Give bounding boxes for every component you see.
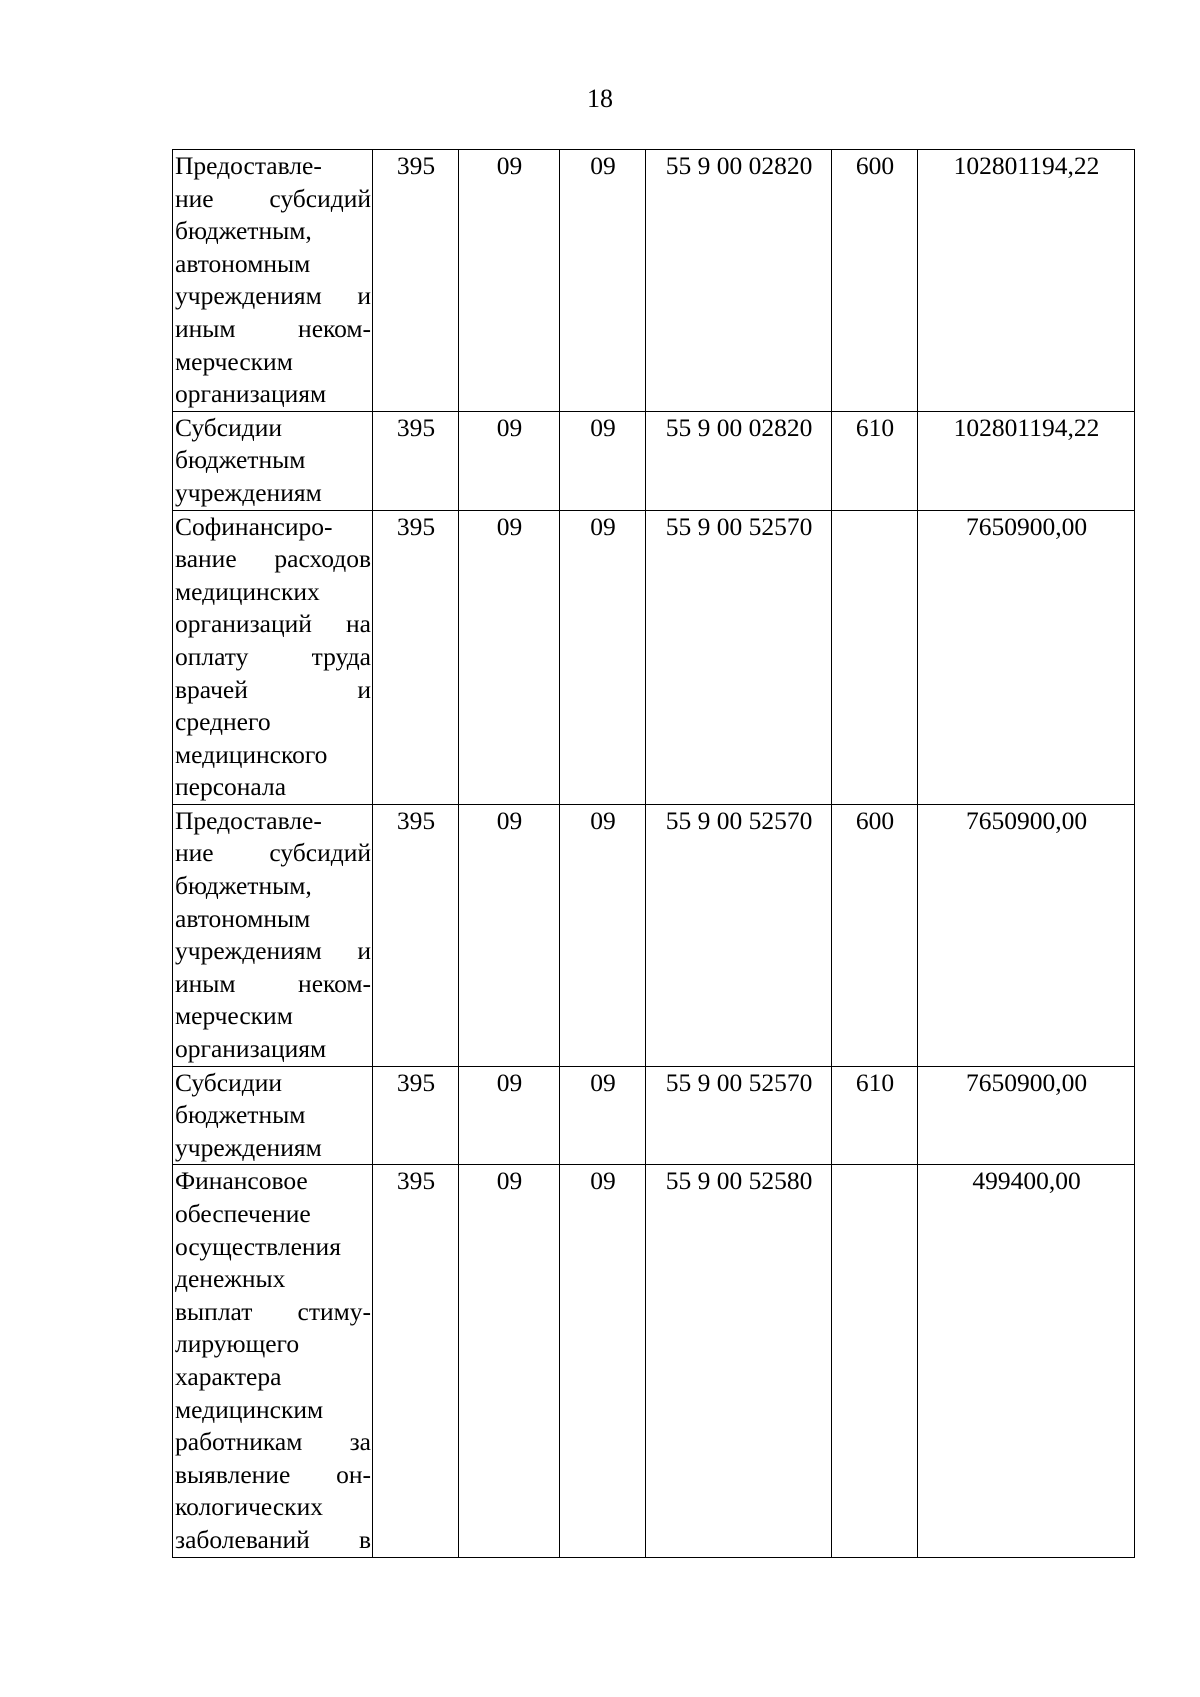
budget-table-body: [173, 150, 1135, 1558]
item-name-line: выплат стиму-: [175, 1296, 371, 1326]
ministry-code-cell: 395: [373, 510, 459, 804]
subsection-code-cell: 09: [560, 411, 646, 510]
item-name-line: заболеваний в: [175, 1524, 371, 1554]
subsection-code-cell: 09: [560, 804, 646, 1066]
item-name-line: медицинским: [175, 1394, 324, 1424]
section-code-cell: 09: [459, 1165, 560, 1557]
ministry-code-cell: 395: [373, 150, 459, 412]
item-name-line: Предоставле-: [175, 151, 322, 180]
item-name-line: учреждениям: [175, 477, 322, 507]
item-name-line: Субсидии: [175, 1067, 282, 1097]
item-name-line: мерческим: [175, 346, 293, 376]
expense-type-cell: [832, 1165, 918, 1557]
item-name-line: работникам за: [175, 1427, 371, 1457]
item-name-line: организациям: [175, 379, 327, 409]
table-row: [173, 804, 1135, 1066]
item-name-line: организаций на: [175, 609, 371, 639]
target-article-cell: 55 9 00 02820: [646, 150, 832, 412]
item-name-cell: [173, 1165, 373, 1557]
section-code-cell: 09: [459, 150, 560, 412]
amount-cell: 499400,00: [918, 1165, 1135, 1557]
item-name-cell: [173, 804, 373, 1066]
expense-type-cell: 600: [832, 150, 918, 412]
subsection-code-cell: 09: [560, 150, 646, 412]
amount-cell: 102801194,22: [918, 411, 1135, 510]
item-name-line: лирующего: [175, 1329, 300, 1359]
ministry-code-cell: 395: [373, 804, 459, 1066]
item-name-line: бюджетным,: [175, 871, 312, 901]
subsection-code-cell: 09: [560, 510, 646, 804]
item-name-cell: [173, 1066, 373, 1165]
item-name-line: учреждениям: [175, 1132, 322, 1162]
item-name-line: врачей и: [175, 674, 371, 704]
item-name-line: выявление он-: [175, 1459, 371, 1489]
item-name-line: Финансовое: [175, 1166, 308, 1196]
item-name-line: Предоставле-: [175, 805, 322, 835]
table-row: [173, 411, 1135, 510]
item-name-line: обеспечение: [175, 1199, 311, 1228]
table-row: [173, 510, 1135, 804]
table-row: [173, 1066, 1135, 1165]
item-name-line: персонала: [175, 772, 287, 802]
expense-type-cell: 600: [832, 804, 918, 1066]
target-article-cell: 55 9 00 52580: [646, 1165, 832, 1557]
item-name-line: иным неком-: [175, 968, 371, 998]
ministry-code-cell: 395: [373, 1066, 459, 1165]
budget-table: [172, 149, 1135, 1558]
amount-cell: 7650900,00: [918, 804, 1135, 1066]
item-name-cell: [173, 411, 373, 510]
section-code-cell: 09: [459, 1066, 560, 1165]
target-article-cell: 55 9 00 52570: [646, 804, 832, 1066]
target-article-cell: 55 9 00 52570: [646, 510, 832, 804]
item-name-line: оплату труда: [175, 641, 371, 671]
item-name-line: бюджетным,: [175, 216, 312, 246]
section-code-cell: 09: [459, 510, 560, 804]
item-name-line: ние субсидий: [175, 183, 371, 213]
item-name-line: автономным: [175, 903, 311, 933]
item-name-line: осуществления: [175, 1231, 341, 1261]
item-name-line: бюджетным: [175, 1100, 306, 1130]
item-name-line: бюджетным: [175, 445, 306, 475]
target-article-cell: 55 9 00 02820: [646, 411, 832, 510]
expense-type-cell: 610: [832, 1066, 918, 1165]
item-name-line: автономным: [175, 248, 311, 278]
item-name-line: Субсидии: [175, 412, 282, 442]
amount-cell: 7650900,00: [918, 1066, 1135, 1165]
item-name-cell: [173, 510, 373, 804]
item-name-line: учреждениям и: [175, 281, 371, 311]
expense-type-cell: [832, 510, 918, 804]
section-code-cell: 09: [459, 411, 560, 510]
subsection-code-cell: 09: [560, 1165, 646, 1557]
item-name-line: медицинского: [175, 739, 328, 769]
item-name-line: медицинских: [175, 576, 320, 606]
item-name-line: характера: [175, 1361, 282, 1391]
item-name-line: Софинансиро-: [175, 511, 333, 541]
item-name-line: ние субсидий: [175, 838, 371, 868]
subsection-code-cell: 09: [560, 1066, 646, 1165]
item-name-line: иным неком-: [175, 313, 371, 343]
amount-cell: 7650900,00: [918, 510, 1135, 804]
table-row: [173, 1165, 1135, 1557]
page-number: 18: [587, 84, 613, 113]
expense-type-cell: 610: [832, 411, 918, 510]
item-name-line: вание расходов: [175, 544, 371, 574]
item-name-line: мерческим: [175, 1001, 293, 1031]
target-article-cell: 55 9 00 52570: [646, 1066, 832, 1165]
section-code-cell: 09: [459, 804, 560, 1066]
item-name-line: учреждениям и: [175, 936, 371, 966]
item-name-cell: [173, 150, 373, 412]
ministry-code-cell: 395: [373, 1165, 459, 1557]
item-name-line: кологических: [175, 1492, 323, 1522]
table-row: [173, 150, 1135, 412]
amount-cell: 102801194,22: [918, 150, 1135, 412]
item-name-line: организациям: [175, 1034, 327, 1064]
item-name-line: среднего: [175, 707, 271, 737]
item-name-line: денежных: [175, 1264, 286, 1294]
ministry-code-cell: 395: [373, 411, 459, 510]
